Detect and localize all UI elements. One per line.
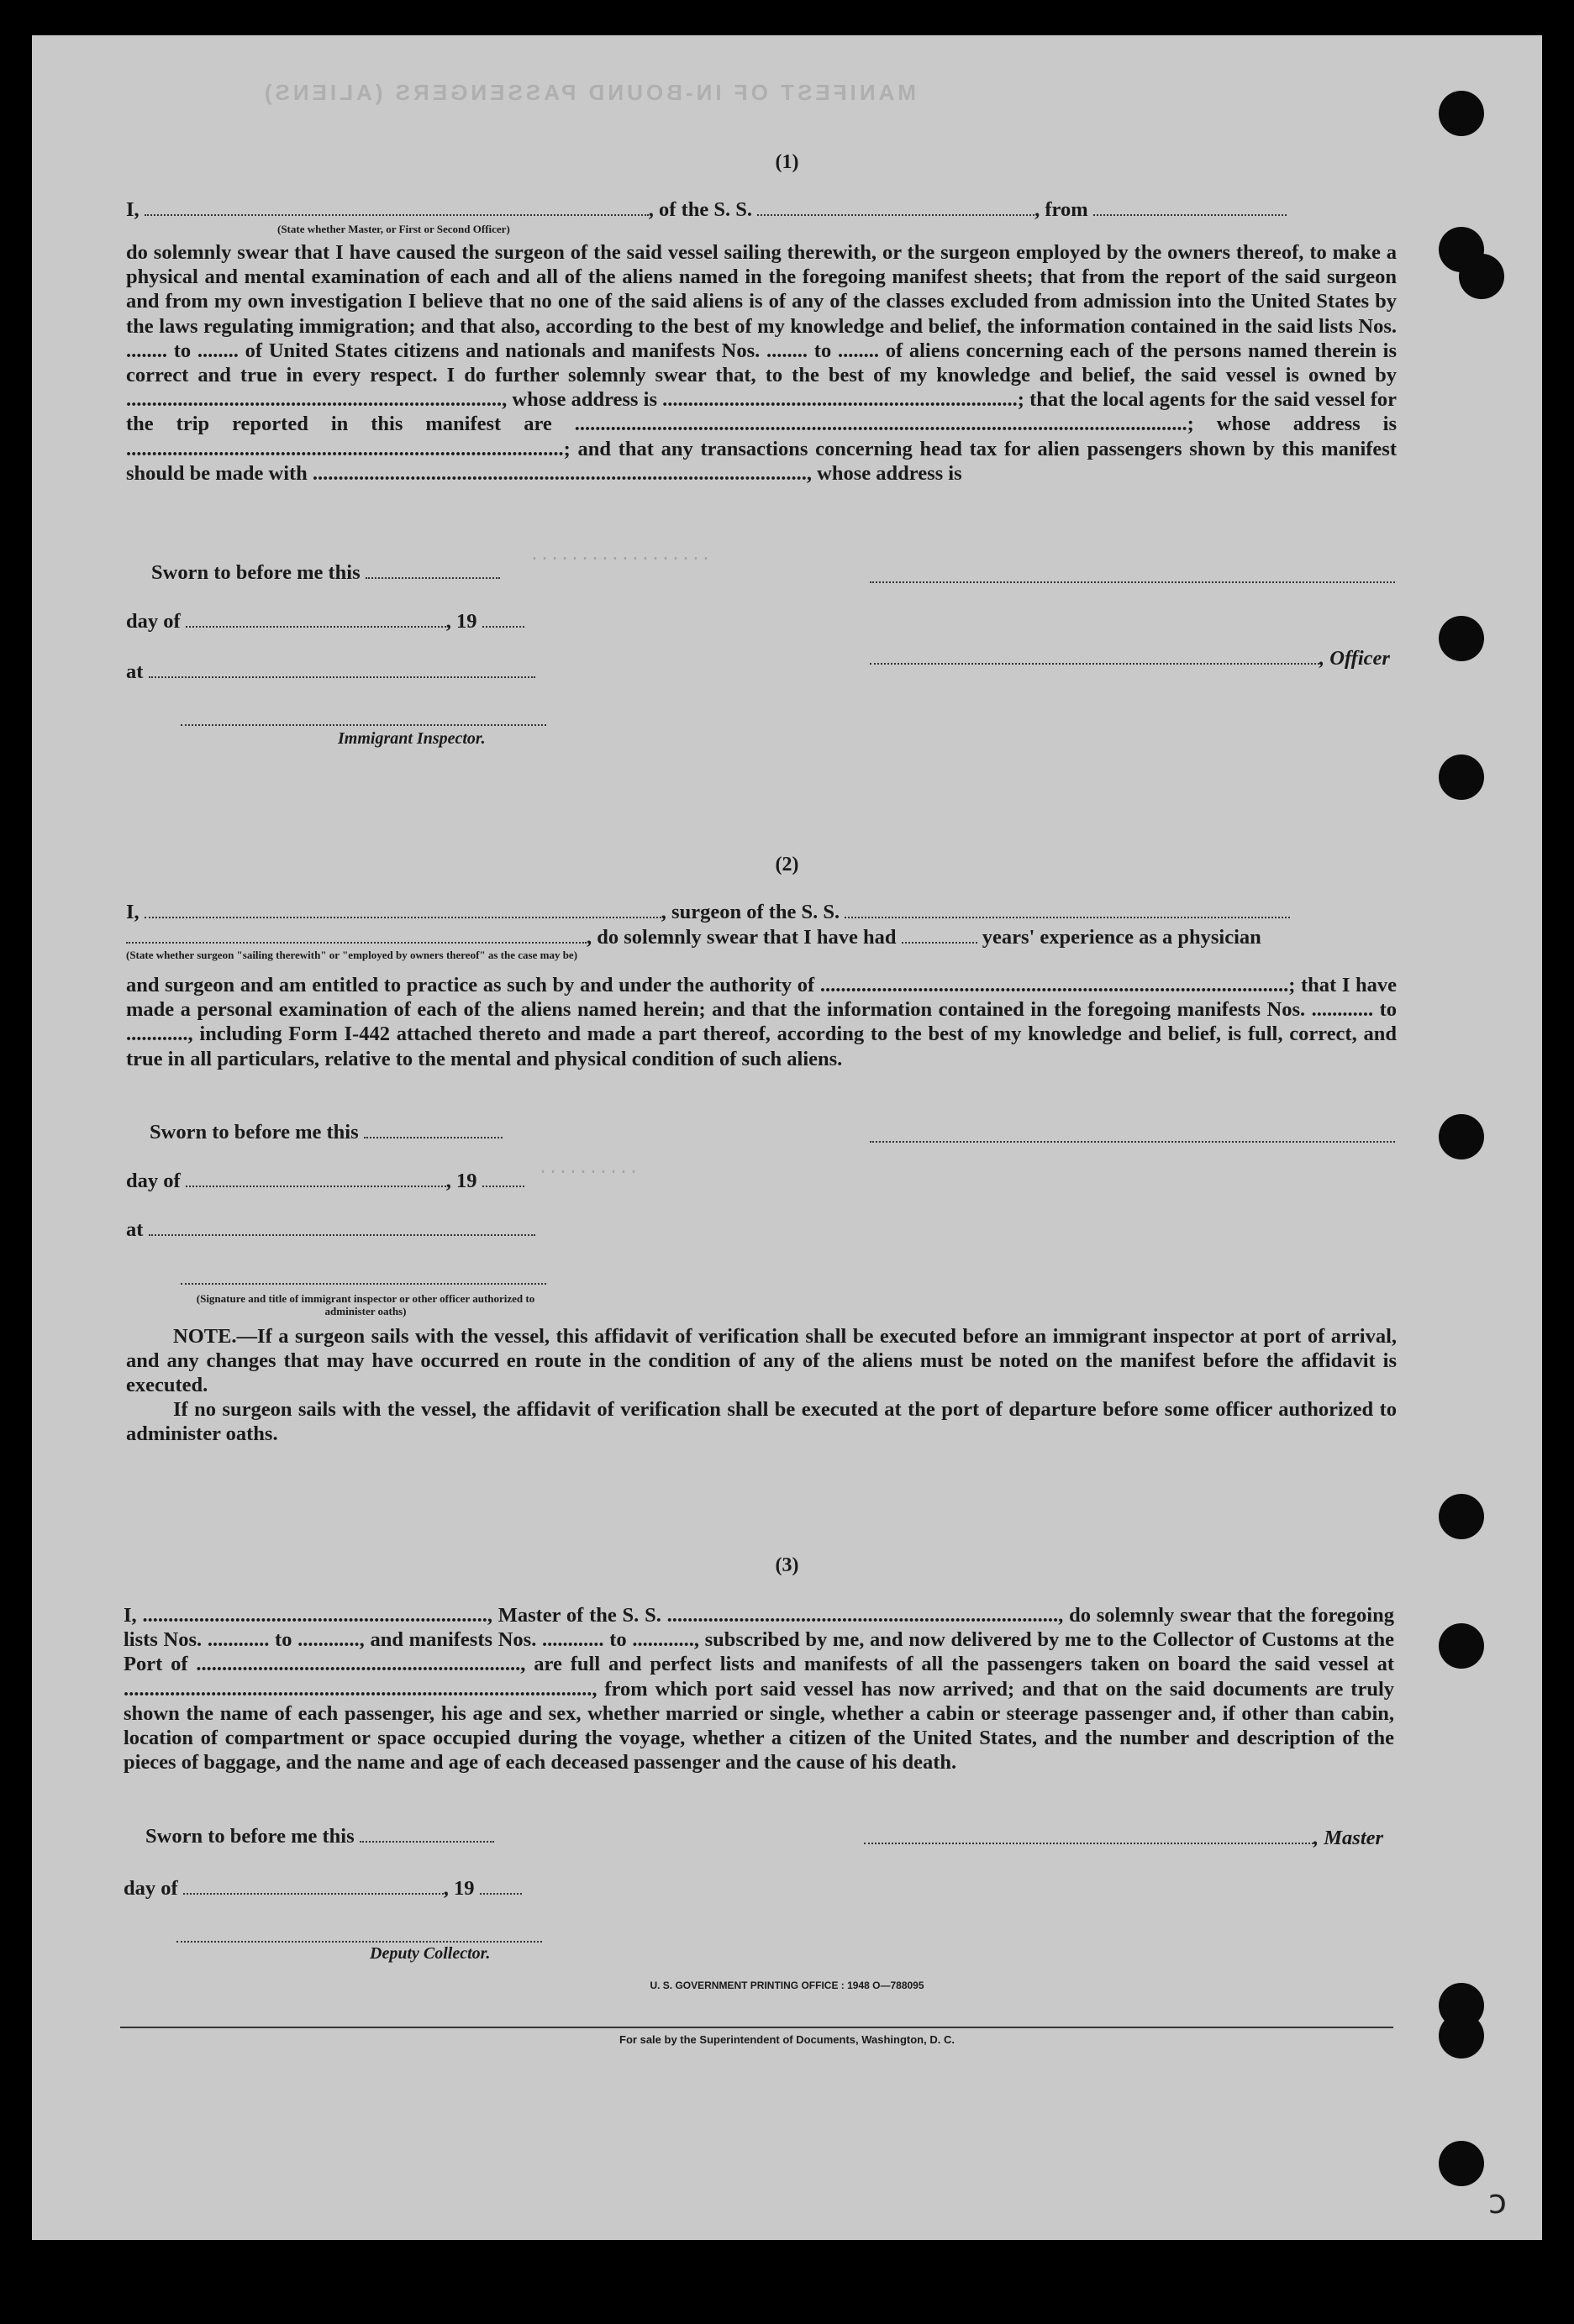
punch-hole [1439, 755, 1484, 800]
caption-surgeon: (State whether surgeon "sailing therewith" or "employed by owners thereof" as the case may be) [126, 949, 578, 961]
bleed-through-text: .................. [529, 546, 712, 565]
collector-signature-line[interactable] [176, 1939, 542, 1943]
caption-signature: (Signature and title of immigrant inspector or other officer authorized to administer oaths) [196, 1292, 535, 1317]
section-3-number: (3) [775, 1554, 799, 1576]
label-from: , from [1034, 198, 1088, 221]
caption-master: (State whether Master, or First or Second Officer) [277, 223, 510, 235]
section-1-paragraph: do solemnly swear that I have caused the surgeon of the said vessel sailing therewith, or the surgeon employed by the owners thereof, to make a physical and mental examination of each and all of the aliens named in the foregoing manifest sheets; that from the report of the said surgeon and from my own investigation I believe that no one of the said aliens is of any of the classes excluded from admission into the United States by the laws regulating immigration; and that also, according to the best of my knowledge and belief, the information contained in the said lists Nos. ........ to ........ of United States citizens and nationals and manifests Nos. ........ to ........ of aliens concerning each of the persons named therein is correct and true in every respect. I do further solemnly swear that, to the best of my knowledge and belief, the said vessel is owned by ........................................................................., whose address is .....................................................................; that the local agents for the said vessel for the trip reported in this manifest are .......................................................................................................................; whose address is .....................................................................................; and that any transactions concerning head tax for alien passengers shown by this manifest should be made with ................................................................................................, whose address is [126, 241, 1397, 485]
page-mark: ↄ [1488, 2183, 1507, 2221]
sworn-date-field-2[interactable] [364, 1122, 503, 1138]
day-field-2[interactable] [186, 1170, 446, 1187]
departure-port-field[interactable] [1093, 199, 1287, 216]
section-1-number: (1) [775, 151, 799, 173]
inspector-label: Immigrant Inspector. [338, 729, 486, 748]
year-field-3[interactable] [480, 1878, 522, 1895]
vessel-name-field[interactable] [757, 199, 1034, 216]
surgeon-status-field[interactable] [126, 927, 587, 944]
section-3-paragraph: I, ..................................................................., Master of the S. S. ............................................................................, do solemnly swear that the foregoing lists Nos. ............ to ............, and manifests Nos. ............ to ............, subscribed by me, and now delivered by me to the Collector of Customs at the Port of ..............................................................., are full and perfect lists and manifests of all the passengers taken on board the said vessel at ..........................................................................................., from which port said vessel has now arrived; and that on the said documents are truly shown the name of each passenger, his age and sex, whether married or single, whether a cabin or steerage passenger and, if other than cabin, location of compartment or space occupied during the voyage, whether a citizen of the United States, and the number and description of the pieces of baggage, and the name and age of each deceased passenger and the cause of his death. [124, 1604, 1394, 1775]
year-field[interactable] [482, 611, 524, 628]
section-1-line-1 [126, 198, 1397, 222]
sworn-date-field[interactable] [366, 562, 500, 579]
section-1-at: at [126, 660, 1397, 684]
master-signature-field[interactable] [864, 1827, 1313, 1844]
officer-signature-top[interactable] [870, 580, 1395, 583]
inspector-signature-line[interactable] [181, 723, 546, 726]
section-2-line-1: I, , surgeon of the S. S. [126, 901, 1397, 924]
punch-hole [1439, 91, 1484, 136]
bleed-through-header: MANIFEST OF IN-BOUND PASSENGERS (ALIENS) [261, 80, 916, 105]
printing-office-line: U. S. GOVERNMENT PRINTING OFFICE : 1948 O—788095 [650, 1980, 924, 1991]
section-2-day: day of , 19 [126, 1170, 1397, 1193]
bleed-through-text: .......... [538, 1159, 640, 1179]
section-3-sworn: Sworn to before me this [145, 1825, 1416, 1848]
footer-rule [120, 2027, 1393, 2028]
punch-hole [1439, 1114, 1484, 1159]
officer-oath-signature-line[interactable] [181, 1281, 546, 1285]
master-name-field[interactable] [145, 199, 649, 216]
sale-line: For sale by the Superintendent of Documents, Washington, D. C. [619, 2033, 955, 2046]
place-field[interactable] [149, 661, 535, 678]
section-2-sworn: Sworn to before me this [126, 1121, 1397, 1144]
section-2-line-2: , do solemnly swear that I have had years' experience as a physician [126, 926, 1397, 949]
punch-hole [1439, 2141, 1484, 2186]
day-field[interactable] [186, 611, 446, 628]
surgeon-vessel-field[interactable] [845, 902, 1290, 918]
label-of-ss: , of the S. S. [648, 198, 752, 221]
sworn-date-field-3[interactable] [360, 1826, 494, 1843]
surgeon-signature-line[interactable] [870, 1139, 1395, 1143]
label-i: I, [126, 198, 140, 221]
punch-hole [1439, 1623, 1484, 1669]
punch-hole [1439, 1494, 1484, 1539]
years-field[interactable] [902, 927, 977, 944]
place-field-2[interactable] [149, 1219, 535, 1236]
section-1-sworn: Sworn to before me this [126, 561, 1397, 585]
year-field-2[interactable] [482, 1170, 524, 1187]
note-paragraph: NOTE.—If a surgeon sails with the vessel, this affidavit of verification shall be executed before an immigrant inspector at port of arrival, and any changes that may have occurred en route in the condition of any of the aliens must be noted on the manifest before the affidavit is executed. [126, 1325, 1397, 1397]
section-1-day: day of , 19 [126, 610, 1397, 634]
surgeon-name-field[interactable] [145, 902, 661, 918]
section-2-at: at [126, 1218, 1397, 1242]
master-signature-line: , Master [864, 1827, 1402, 1850]
punch-hole [1439, 616, 1484, 661]
day-field-3[interactable] [183, 1878, 444, 1895]
collector-label: Deputy Collector. [370, 1944, 491, 1963]
punch-hole [1459, 254, 1504, 299]
section-2-number: (2) [775, 854, 799, 875]
section-2-paragraph: and surgeon and am entitled to practice as such by and under the authority of ...........................................................................................; that I have made a personal examination of each of the aliens named herein; and that the information contained in the foregoing manifests Nos. ............ to ............, including Form I-442 attached thereto and made a part thereof, according to the best of my knowledge and belief, is full, correct, and true in all particulars, relative to the mental and physical condition of such aliens. [126, 974, 1397, 1070]
section-3-day: day of , 19 [124, 1877, 1394, 1901]
note-paragraph-2: If no surgeon sails with the vessel, the affidavit of verification shall be executed at the port of departure before some officer authorized to administer oaths. [126, 1398, 1397, 1446]
section-1-officer-line: , Officer [126, 647, 1397, 670]
